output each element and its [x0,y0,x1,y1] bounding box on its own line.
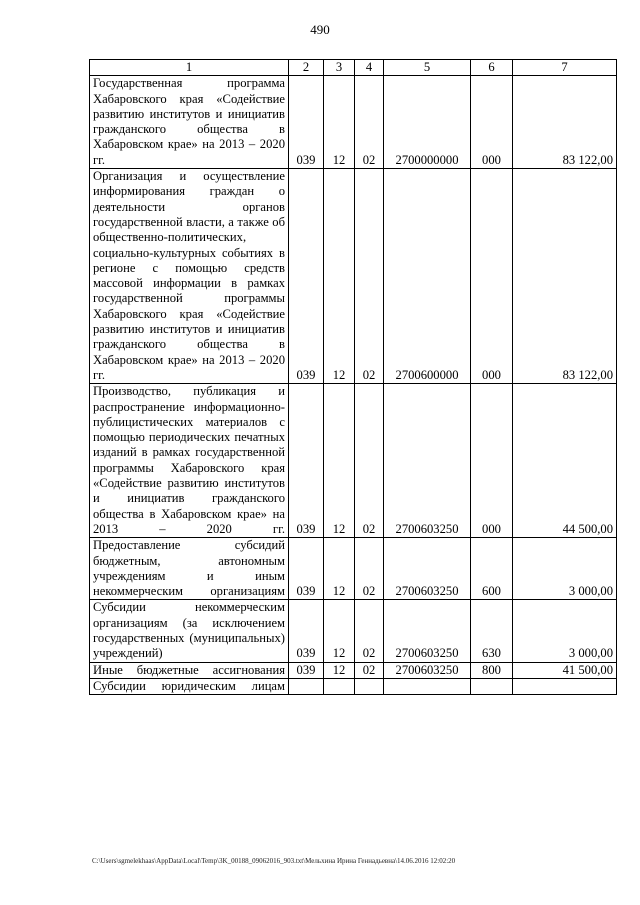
amount: 44 500,00 [513,384,617,538]
ministry-code: 039 [289,384,324,538]
section-code: 12 [324,384,355,538]
column-header: 6 [471,60,513,76]
column-header: 2 [289,60,324,76]
expense-type-code: 000 [471,76,513,169]
column-header: 7 [513,60,617,76]
column-header: 4 [355,60,384,76]
column-header: 3 [324,60,355,76]
subsection-code: 02 [355,384,384,538]
column-header: 1 [90,60,289,76]
ministry-code: 039 [289,600,324,662]
amount: 3 000,00 [513,538,617,600]
ministry-code: 039 [289,662,324,678]
ministry-code [289,678,324,694]
expense-type-code: 630 [471,600,513,662]
row-name: Субсидии юридическим лицам [90,678,289,694]
subsection-code [355,678,384,694]
subsection-code: 02 [355,76,384,169]
table-row [90,384,617,538]
table-row [90,538,617,600]
target-code: 2700000000 [384,76,471,169]
subsection-code: 02 [355,600,384,662]
target-code: 2700603250 [384,384,471,538]
ministry-code: 039 [289,76,324,169]
target-code: 2700600000 [384,169,471,384]
amount: 83 122,00 [513,76,617,169]
expense-type-code: 000 [471,169,513,384]
section-code: 12 [324,662,355,678]
table-row [90,662,617,678]
ministry-code: 039 [289,169,324,384]
table-row [90,678,617,694]
target-code: 2700603250 [384,600,471,662]
section-code [324,678,355,694]
row-name: Организация и осуществление информирования граждан о деятельности органов государственной власти, а также об общественно-политических, социально-культурных событиях в регионе с помощью средств массовой информации в рамках государственной программы Хабаровского края «Содействие развитию институтов и инициатив гражданского общества в Хабаровском крае» на 2013 – 2020 гг. [90,169,289,384]
table-header-row [90,60,617,76]
section-code: 12 [324,76,355,169]
ministry-code: 039 [289,538,324,600]
row-name: Иные бюджетные ассигнования [90,662,289,678]
amount [513,678,617,694]
row-name: Государственная программа Хабаровского края «Содействие развитию институтов и инициатив гражданского общества в Хабаровском крае» на 2013 – 2020 гг. [90,76,289,169]
budget-table [89,59,617,695]
target-code: 2700603250 [384,538,471,600]
amount: 41 500,00 [513,662,617,678]
page-number: 490 [310,22,330,37]
file-path-footer: C:\Users\sgmelekhaas\AppData\Local\Temp\3K_00188_09062016_903.txt\Мельхина Ирина Геннадьевна\14.06.2016 12:02:20 [92,857,456,865]
subsection-code: 02 [355,662,384,678]
section-code: 12 [324,169,355,384]
section-code: 12 [324,600,355,662]
column-header: 5 [384,60,471,76]
subsection-code: 02 [355,169,384,384]
row-name: Предоставление субсидий бюджетным, автономным учреждениям и иным некоммерческим организациям [90,538,289,600]
subsection-code: 02 [355,538,384,600]
amount: 3 000,00 [513,600,617,662]
table-row [90,600,617,662]
expense-type-code [471,678,513,694]
amount: 83 122,00 [513,169,617,384]
expense-type-code: 000 [471,384,513,538]
table-row [90,169,617,384]
expense-type-code: 600 [471,538,513,600]
table-row [90,76,617,169]
row-name: Производство, публикация и распространение информационно-публицистических материалов с помощью периодических печатных изданий в рамках государственной программы Хабаровского края «Содействие развитию институтов и инициатив гражданского общества в Хабаровском крае» на 2013 – 2020 гг. [90,384,289,538]
target-code: 2700603250 [384,662,471,678]
expense-type-code: 800 [471,662,513,678]
target-code [384,678,471,694]
row-name: Субсидии некоммерческим организациям (за исключением государственных (муниципальных) учреждений) [90,600,289,662]
section-code: 12 [324,538,355,600]
